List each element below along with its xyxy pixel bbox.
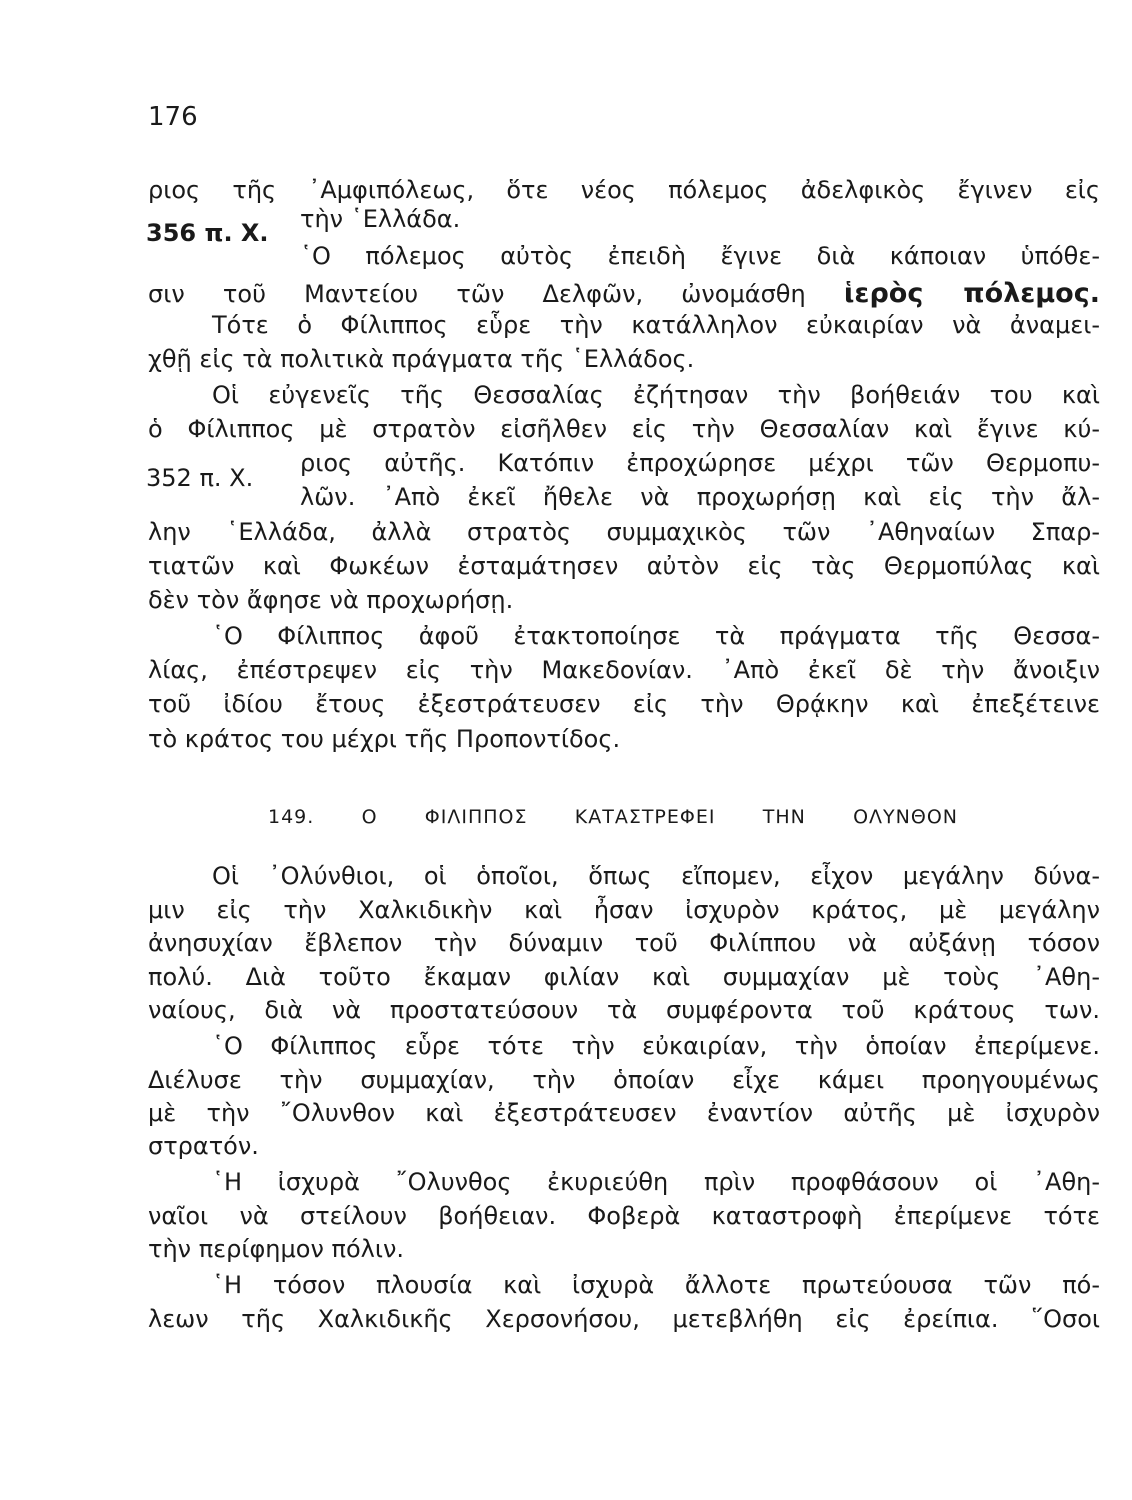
margin-date: 356 π. Χ. [146,219,269,247]
page-number: 176 [148,102,198,132]
text-line: δὲν τὸν ἄφησε νὰ προχωρήσῃ. [148,586,514,614]
text-line: τὴν ῾Ελλάδα. [300,205,461,233]
text-line: Τότε ὁ Φίλιππος εὗρε τὴν κατάλληλον εὐκαιρίαν νὰ ἀναμει- [212,311,1100,339]
text-line: λῶν. ᾿Απὸ ἐκεῖ ἤθελε νὰ προχωρήσῃ καὶ εἰς τὴν ἄλ- [300,483,1100,511]
text-line: ῾Ο Φίλιππος εὗρε τότε τὴν εὐκαιρίαν, τὴν ὁποίαν ἐπερίμενε. [212,1032,1100,1060]
text-line: ἀνησυχίαν ἔβλεπον τὴν δύναμιν τοῦ Φιλίππου νὰ αὐξάνῃ τόσον [148,929,1100,957]
text-line: μιν εἰς τὴν Χαλκιδικὴν καὶ ἦσαν ἰσχυρὸν κράτος, μὲ μεγάλην [148,896,1100,924]
emphasis-term: ἱερὸς πόλεμος. [843,278,1100,309]
text-line: τοῦ ἰδίου ἔτους ἐξεστράτευσεν εἰς τὴν Θρᾴκην καὶ ἐπεξέτεινε [148,690,1100,718]
text-line: πολύ. Διὰ τοῦτο ἔκαμαν φιλίαν καὶ συμμαχίαν μὲ τοὺς ᾿Αθη- [148,963,1100,991]
text-line: χθῇ εἰς τὰ πολιτικὰ πράγματα τῆς ῾Ελλάδος. [148,345,695,373]
text-line: ῾Η ἰσχυρὰ ῎Ολυνθος ἐκυριεύθη πρὶν προφθάσουν οἱ ᾿Αθη- [212,1168,1100,1196]
text-line: Οἱ εὐγενεῖς τῆς Θεσσαλίας ἐζήτησαν τὴν βοήθειάν του καὶ [212,381,1100,409]
text-line: Διέλυσε τὴν συμμαχίαν, τὴν ὁποίαν εἶχε κάμει προηγουμένως [148,1066,1100,1094]
text-line: ναῖοι νὰ στείλουν βοήθειαν. Φοβερὰ καταστροφὴ ἐπερίμενε τότε [148,1202,1100,1230]
text-line: λίας, ἐπέστρεψεν εἰς τὴν Μακεδονίαν. ᾿Απὸ ἐκεῖ δὲ τὴν ἄνοιξιν [148,656,1100,684]
text-line: λην ῾Ελλάδα, ἀλλὰ στρατὸς συμμαχικὸς τῶν ᾿Αθηναίων Σπαρ- [148,518,1100,546]
text-line: στρατόν. [148,1132,259,1160]
text-line: ριος αὐτῆς. Κατόπιν ἐπροχώρησε μέχρι τῶν Θερμοπυ- [300,449,1100,477]
text-line: ῾Ο Φίλιππος ἀφοῦ ἐτακτοποίησε τὰ πράγματα τῆς Θεσσα- [212,622,1100,650]
text-line: ὁ Φίλιππος μὲ στρατὸν εἰσῆλθεν εἰς τὴν Θεσσαλίαν καὶ ἔγινε κύ- [148,415,1100,443]
text-line [148,280,1100,307]
text-line-part: σιν τοῦ Μαντείου τῶν Δελφῶν, ὠνομάσθη [148,280,806,308]
section-heading: 149. Ο ΦΙΛΙΠΠΟΣ ΚΑΤΑΣΤΡΕΦΕΙ ΤΗΝ ΟΛΥΝΘΟΝ [268,806,958,828]
text-line: ριος τῆς ᾿Αμφιπόλεως, ὅτε νέος πόλεμος ἀδελφικὸς ἔγινεν εἰς [148,176,1100,204]
text-line: ῾Ο πόλεμος αὐτὸς ἐπειδὴ ἔγινε διὰ κάποιαν ὑπόθε- [300,242,1100,270]
text-line: λεων τῆς Χαλκιδικῆς Χερσονήσου, μετεβλήθη εἰς ἐρείπια. ῞Οσοι [148,1305,1100,1333]
text-line: τιατῶν καὶ Φωκέων ἐσταμάτησεν αὐτὸν εἰς τὰς Θερμοπύλας καὶ [148,552,1100,580]
text-line: Οἱ ᾿Ολύνθιοι, οἱ ὁποῖοι, ὅπως εἴπομεν, εἶχον μεγάλην δύνα- [212,862,1100,890]
text-line: τὴν περίφημον πόλιν. [148,1235,404,1263]
text-line: τὸ κράτος του μέχρι τῆς Προποντίδος. [148,725,621,753]
text-line: ῾Η τόσον πλουσία καὶ ἰσχυρὰ ἄλλοτε πρωτεύουσα τῶν πό- [212,1271,1100,1299]
text-line: μὲ τὴν ῎Ολυνθον καὶ ἐξεστράτευσεν ἐναντίον αὐτῆς μὲ ἰσχυρὸν [148,1099,1100,1127]
text-line: ναίους, διὰ νὰ προστατεύσουν τὰ συμφέροντα τοῦ κράτους των. [148,996,1100,1024]
margin-date: 352 π. Χ. [146,464,254,492]
